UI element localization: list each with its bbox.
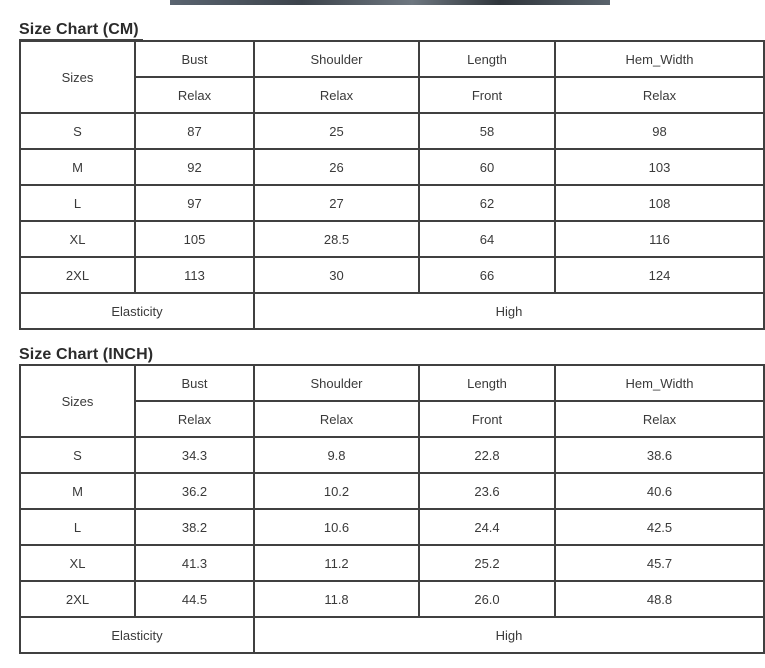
column-header-hem-width: Hem_Width: [555, 41, 764, 77]
column-subheader-bust: Relax: [135, 401, 254, 437]
value-cell: 62: [419, 185, 555, 221]
column-header-shoulder: Shoulder: [254, 365, 419, 401]
table-row: [20, 221, 764, 257]
value-cell: 11.2: [254, 545, 419, 581]
value-cell: 30: [254, 257, 419, 293]
table-row: [20, 257, 764, 293]
size-cell: M: [20, 149, 135, 185]
value-cell: 92: [135, 149, 254, 185]
elasticity-label: Elasticity: [20, 293, 254, 329]
size-cell: 2XL: [20, 581, 135, 617]
value-cell: 64: [419, 221, 555, 257]
value-cell: 66: [419, 257, 555, 293]
value-cell: 10.6: [254, 509, 419, 545]
value-cell: 10.2: [254, 473, 419, 509]
sizes-header-cell: Sizes: [20, 365, 135, 437]
product-photo-edge: [170, 0, 610, 5]
value-cell: 41.3: [135, 545, 254, 581]
value-cell: 60: [419, 149, 555, 185]
size-cell: XL: [20, 221, 135, 257]
value-cell: 25: [254, 113, 419, 149]
value-cell: 36.2: [135, 473, 254, 509]
column-header-length: Length: [419, 365, 555, 401]
value-cell: 113: [135, 257, 254, 293]
table-row: [20, 149, 764, 185]
column-subheader-hem-width: Relax: [555, 77, 764, 113]
column-subheader-shoulder: Relax: [254, 77, 419, 113]
column-header-bust: Bust: [135, 365, 254, 401]
header-row: [20, 41, 764, 77]
column-header-hem-width: Hem_Width: [555, 365, 764, 401]
size-cell: M: [20, 473, 135, 509]
size-cell: L: [20, 509, 135, 545]
elasticity-row: [20, 617, 764, 653]
column-subheader-shoulder: Relax: [254, 401, 419, 437]
value-cell: 48.8: [555, 581, 764, 617]
elasticity-row: [20, 293, 764, 329]
value-cell: 38.6: [555, 437, 764, 473]
value-cell: 26: [254, 149, 419, 185]
size-cell: XL: [20, 545, 135, 581]
size-chart-cm-title: Size Chart (CM): [19, 21, 143, 41]
value-cell: 124: [555, 257, 764, 293]
column-header-shoulder: Shoulder: [254, 41, 419, 77]
value-cell: 40.6: [555, 473, 764, 509]
value-cell: 24.4: [419, 509, 555, 545]
size-chart-cm-table: [19, 40, 765, 330]
elasticity-value: High: [254, 293, 764, 329]
value-cell: 38.2: [135, 509, 254, 545]
size-cell: S: [20, 113, 135, 149]
value-cell: 44.5: [135, 581, 254, 617]
value-cell: 22.8: [419, 437, 555, 473]
elasticity-value: High: [254, 617, 764, 653]
value-cell: 98: [555, 113, 764, 149]
size-chart-inch-title: Size Chart (INCH): [19, 346, 157, 366]
header-row: [20, 365, 764, 401]
table-row: [20, 473, 764, 509]
value-cell: 108: [555, 185, 764, 221]
value-cell: 42.5: [555, 509, 764, 545]
table-row: [20, 185, 764, 221]
column-header-length: Length: [419, 41, 555, 77]
value-cell: 23.6: [419, 473, 555, 509]
value-cell: 116: [555, 221, 764, 257]
column-subheader-bust: Relax: [135, 77, 254, 113]
table-row: [20, 509, 764, 545]
value-cell: 105: [135, 221, 254, 257]
elasticity-label: Elasticity: [20, 617, 254, 653]
table-row: [20, 113, 764, 149]
size-chart-inch-table: [19, 364, 765, 654]
value-cell: 97: [135, 185, 254, 221]
table-row: [20, 545, 764, 581]
column-subheader-length: Front: [419, 77, 555, 113]
size-cell: L: [20, 185, 135, 221]
value-cell: 11.8: [254, 581, 419, 617]
value-cell: 25.2: [419, 545, 555, 581]
column-subheader-hem-width: Relax: [555, 401, 764, 437]
sizes-header-cell: Sizes: [20, 41, 135, 113]
size-cell: 2XL: [20, 257, 135, 293]
value-cell: 27: [254, 185, 419, 221]
table-row: [20, 581, 764, 617]
column-subheader-length: Front: [419, 401, 555, 437]
column-header-bust: Bust: [135, 41, 254, 77]
size-cell: S: [20, 437, 135, 473]
value-cell: 34.3: [135, 437, 254, 473]
table-row: [20, 437, 764, 473]
value-cell: 103: [555, 149, 764, 185]
value-cell: 58: [419, 113, 555, 149]
value-cell: 26.0: [419, 581, 555, 617]
value-cell: 45.7: [555, 545, 764, 581]
value-cell: 87: [135, 113, 254, 149]
value-cell: 28.5: [254, 221, 419, 257]
value-cell: 9.8: [254, 437, 419, 473]
